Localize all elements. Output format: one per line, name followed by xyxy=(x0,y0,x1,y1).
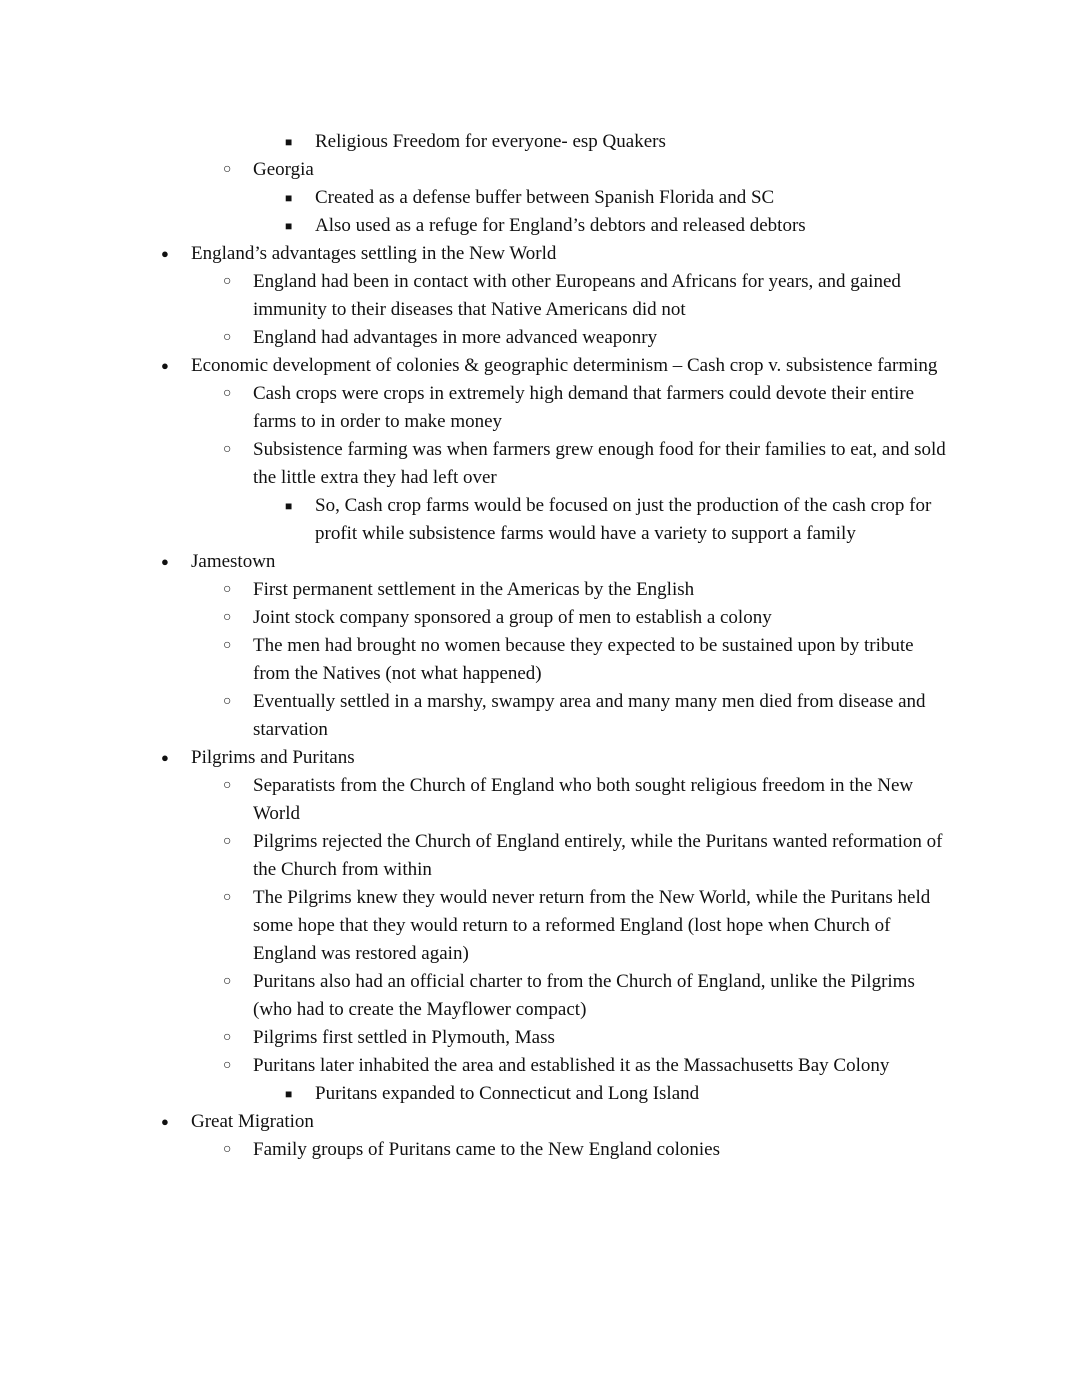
list-item xyxy=(0,604,1080,632)
list-item-text: Puritans also had an official charter to from the Church of England, unlike the Pilgrims (who had to create the Mayflower compact) xyxy=(253,971,915,1020)
list-item xyxy=(0,380,1080,436)
list-item xyxy=(0,632,1080,688)
bullet-disc-icon: ● xyxy=(161,554,169,569)
list-item-text: England had been in contact with other Europeans and Africans for years, and gained immunity to their diseases that Native Americans did not xyxy=(253,271,901,320)
bullet-circle-icon: ○ xyxy=(223,1142,232,1157)
list-item-text: So, Cash crop farms would be focused on just the production of the cash crop for profit while subsistence farms would have a variety to support a family xyxy=(315,495,932,544)
bullet-circle-icon: ○ xyxy=(223,274,232,289)
bullet-square-icon: ■ xyxy=(285,1087,293,1101)
bullet-circle-icon: ○ xyxy=(223,834,232,849)
list-item-text: Puritans expanded to Connecticut and Long Island xyxy=(315,1083,700,1104)
list-item-text: Religious Freedom for everyone- esp Quakers xyxy=(315,131,666,152)
bullet-circle-icon: ○ xyxy=(223,694,232,709)
bullet-circle-icon: ○ xyxy=(223,1058,232,1073)
bullet-square-icon: ■ xyxy=(285,219,293,233)
list-item xyxy=(0,436,1080,492)
list-item-text: Subsistence farming was when farmers grew enough food for their families to eat, and sold the little extra they had left over xyxy=(253,439,946,488)
list-item xyxy=(0,968,1080,1024)
bullet-circle-icon: ○ xyxy=(223,1030,232,1045)
bullet-circle-icon: ○ xyxy=(223,974,232,989)
list-item-text: England’s advantages settling in the New World xyxy=(191,243,557,264)
bullet-circle-icon: ○ xyxy=(223,330,232,345)
list-item-text: First permanent settlement in the Americas by the English xyxy=(253,579,695,600)
list-item xyxy=(0,184,1080,212)
bullet-circle-icon: ○ xyxy=(223,386,232,401)
list-item xyxy=(0,268,1080,324)
list-item xyxy=(0,492,1080,548)
bullet-square-icon: ■ xyxy=(285,499,293,513)
bullet-circle-icon: ○ xyxy=(223,638,232,653)
list-item-text: Pilgrims rejected the Church of England entirely, while the Puritans wanted reformation of the Church from within xyxy=(253,831,943,880)
list-item xyxy=(0,1108,1080,1136)
bullet-square-icon: ■ xyxy=(285,191,293,205)
bullet-circle-icon: ○ xyxy=(223,442,232,457)
list-item xyxy=(0,744,1080,772)
list-item-text: Joint stock company sponsored a group of men to establish a colony xyxy=(253,607,772,628)
list-item-text: England had advantages in more advanced weaponry xyxy=(253,327,658,348)
bullet-circle-icon: ○ xyxy=(223,778,232,793)
list-item xyxy=(0,352,1080,380)
list-item xyxy=(0,324,1080,352)
list-item xyxy=(0,1052,1080,1080)
list-item xyxy=(0,548,1080,576)
list-item-text: The Pilgrims knew they would never return from the New World, while the Puritans held some hope that they would return to a reformed England (lost hope when Church of England was restored again) xyxy=(253,887,931,964)
list-item xyxy=(0,576,1080,604)
bullet-circle-icon: ○ xyxy=(223,890,232,905)
list-item-text: Created as a defense buffer between Spanish Florida and SC xyxy=(315,187,775,208)
list-item xyxy=(0,212,1080,240)
list-item xyxy=(0,1080,1080,1108)
list-item-text: Jamestown xyxy=(191,551,276,572)
bullet-list xyxy=(0,128,1080,1164)
list-item-text: Cash crops were crops in extremely high demand that farmers could devote their entire farms to in order to make money xyxy=(253,383,915,432)
list-item xyxy=(0,128,1080,156)
list-item-text: Economic development of colonies & geographic determinism – Cash crop v. subsistence farming xyxy=(191,355,938,376)
list-item-text: The men had brought no women because they expected to be sustained upon by tribute from the Natives (not what happened) xyxy=(253,635,914,684)
list-item xyxy=(0,1024,1080,1052)
list-item-text: Georgia xyxy=(253,159,314,180)
bullet-circle-icon: ○ xyxy=(223,610,232,625)
list-item xyxy=(0,1136,1080,1164)
list-item xyxy=(0,884,1080,968)
list-item-text: Also used as a refuge for England’s debtors and released debtors xyxy=(315,215,806,236)
bullet-disc-icon: ● xyxy=(161,358,169,373)
list-item xyxy=(0,772,1080,828)
bullet-square-icon: ■ xyxy=(285,135,293,149)
bullet-disc-icon: ● xyxy=(161,1114,169,1129)
bullet-disc-icon: ● xyxy=(161,750,169,765)
list-item-text: Great Migration xyxy=(191,1111,314,1132)
bullet-disc-icon: ● xyxy=(161,246,169,261)
list-item xyxy=(0,688,1080,744)
list-item-text: Pilgrims first settled in Plymouth, Mass xyxy=(253,1027,555,1048)
list-item-text: Family groups of Puritans came to the New England colonies xyxy=(253,1139,720,1160)
list-item-text: Eventually settled in a marshy, swampy area and many many men died from disease and starvation xyxy=(253,691,926,740)
list-item xyxy=(0,240,1080,268)
list-item xyxy=(0,828,1080,884)
bullet-circle-icon: ○ xyxy=(223,162,232,177)
list-item xyxy=(0,156,1080,184)
list-item-text: Puritans later inhabited the area and established it as the Massachusetts Bay Colony xyxy=(253,1055,890,1076)
bullet-circle-icon: ○ xyxy=(223,582,232,597)
list-item-text: Separatists from the Church of England who both sought religious freedom in the New World xyxy=(253,775,914,824)
list-item-text: Pilgrims and Puritans xyxy=(191,747,355,768)
